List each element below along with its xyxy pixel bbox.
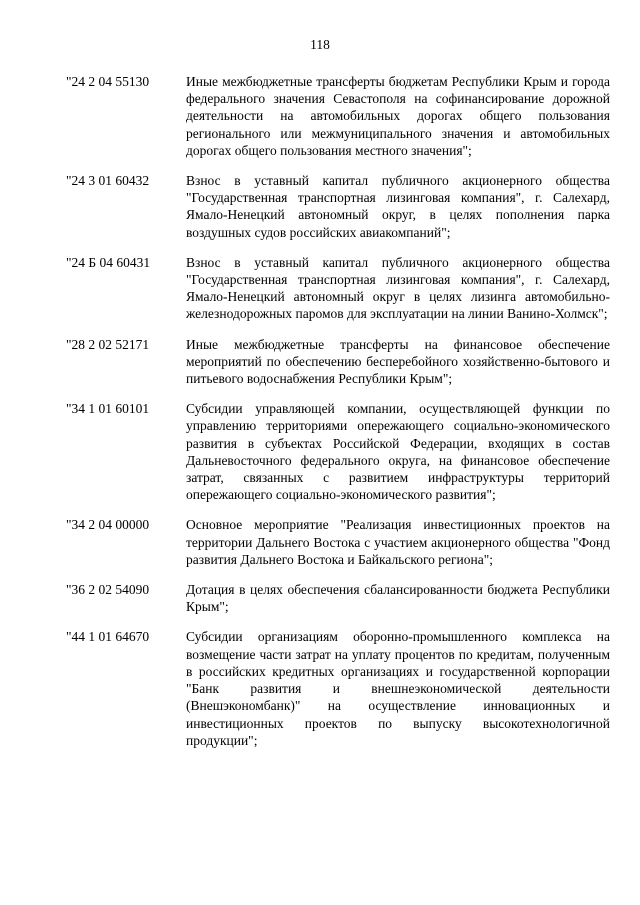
budget-code: "34 2 04 00000 (66, 517, 150, 533)
list-item (66, 516, 610, 568)
budget-code: "34 1 01 60101 (66, 401, 150, 417)
budget-code: "36 2 02 54090 (66, 582, 150, 598)
list-item (66, 581, 610, 615)
budget-description: Взнос в уставный капитал публичного акционерного общества "Государственная транспортная лизинговая компания", г. Салехард, Ямало-Ненецкий автономный округ в целях лизинга автомобильно-железнодорожных паромов для эксплуатации на линии Ванино-Холмск"; (186, 254, 610, 322)
budget-code-list (66, 73, 610, 762)
budget-code: "28 2 02 52171 (66, 336, 150, 352)
budget-description: Иные межбюджетные трансферты бюджетам Республики Крым и города федерального значения Севастополя на софинансирование дорожной деятельности на автомобильных дорогах общего пользования регионального или межмуниципального значения и автомобильных дорогах общего пользования местного значения"; (186, 74, 610, 158)
list-item (66, 172, 610, 241)
budget-code: "44 1 01 64670 (66, 629, 150, 645)
budget-description: Взнос в уставный капитал публичного акционерного общества "Государственная транспортная лизинговая компания", г. Салехард, Ямало-Ненецкий автономный округ, в целях пополнения парка воздушных судов российских авиакомпаний"; (186, 173, 610, 240)
budget-description: Субсидии управляющей компании, осуществляющей функции по управлению территориями опережающего социально-экономического развития в субъектах Российской Федерации, входящих в состав Дальневосточного федерального округа, на финансовое обеспечение затрат, связанных с развитием инфраструктуры территорий опережающего социально-экономического развития"; (186, 401, 610, 503)
list-item (66, 336, 610, 388)
page-number: 118 (310, 37, 330, 52)
list-item (66, 254, 610, 323)
list-item (66, 73, 610, 159)
budget-code: "24 2 04 55130 (66, 74, 150, 89)
list-item (66, 400, 610, 503)
budget-code: "24 3 01 60432 (66, 173, 150, 189)
budget-description: Дотация в целях обеспечения сбалансированности бюджета Республики Крым"; (186, 582, 610, 615)
budget-code: "24 Б 04 60431 (66, 254, 151, 270)
budget-description: Субсидии организациям оборонно-промышленного комплекса на возмещение части затрат на уплату процентов по кредитам, полученным в российских кредитных организациях и государственной корпорации "Банк развития и внешнеэкономической деятельности (Внешэкономбанк)" на осуществление инновационных и инвестиционных проектов по выпуску высокотехнологичной продукции"; (186, 629, 610, 748)
budget-description: Иные межбюджетные трансферты на финансовое обеспечение мероприятий по обеспечению бесперебойного хозяйственно-бытового и питьевого водоснабжения Республики Крым"; (186, 336, 610, 387)
list-item (66, 628, 610, 748)
budget-description: Основное мероприятие "Реализация инвестиционных проектов на территории Дальнего Востока с участием акционерного общества "Фонд развития Дальнего Востока и Байкальского региона"; (186, 517, 610, 567)
